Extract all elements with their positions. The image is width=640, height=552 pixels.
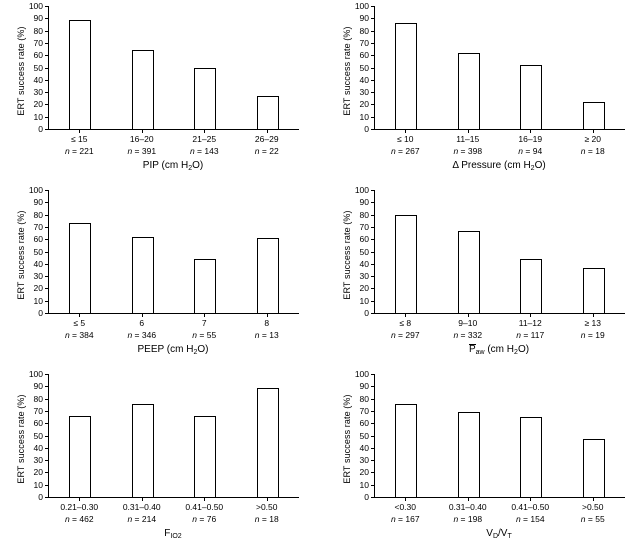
x-tick-label-group [374, 133, 437, 157]
x-tick-label-group [374, 501, 437, 525]
x-category-label: 11–15 [456, 134, 480, 144]
y-tick-label: 70 [359, 221, 369, 232]
y-tick-label: 90 [33, 197, 43, 208]
y-tick-label: 70 [359, 405, 369, 416]
y-tick-label: 30 [359, 455, 369, 466]
bar [458, 53, 480, 129]
y-tick-label: 50 [33, 62, 43, 73]
bar-slot [500, 190, 563, 313]
bar-slot [112, 190, 175, 313]
bar [194, 259, 216, 313]
x-category-label: 11–12 [518, 318, 542, 328]
y-tick-label: 100 [354, 185, 369, 195]
x-category-label: <0.30 [394, 502, 416, 512]
x-tick-label-group [562, 501, 625, 525]
x-tick-labels [48, 317, 298, 341]
bar-slot [174, 6, 237, 129]
x-sample-size-label: n = 198 [453, 514, 483, 524]
x-sample-size-label: n = 18 [580, 146, 605, 156]
bar-slot [438, 374, 501, 497]
y-tick-label: 60 [33, 234, 43, 245]
bar-series [375, 374, 625, 497]
x-category-label: >0.50 [581, 502, 604, 512]
bar-slot [49, 190, 112, 313]
bar [194, 416, 216, 497]
x-category-label: 16–20 [129, 134, 154, 144]
bar [520, 65, 542, 129]
bar-slot [500, 6, 563, 129]
bar-slot [112, 6, 175, 129]
y-tick-label: 100 [28, 1, 43, 11]
x-tick-label-group [562, 317, 625, 341]
x-tick-label-group [48, 133, 111, 157]
x-category-label: 6 [139, 318, 145, 328]
x-sample-size-label: n = 267 [390, 146, 420, 156]
y-tick-label: 80 [33, 393, 43, 404]
x-tick-label-group [173, 317, 236, 341]
x-category-label: ≥ 13 [584, 318, 601, 328]
x-category-label: 16–19 [518, 134, 543, 144]
bar [69, 416, 91, 497]
bar [395, 215, 417, 313]
y-tick-label: 100 [354, 1, 369, 11]
x-tick-label-group [499, 501, 562, 525]
x-category-label: 21–25 [192, 134, 217, 144]
x-category-label: 26–29 [254, 134, 279, 144]
bar-slot [237, 374, 300, 497]
bar-slot [237, 190, 300, 313]
y-tick-label: 10 [33, 111, 43, 122]
bar-series [375, 6, 625, 129]
bar-series [49, 190, 299, 313]
y-tick-label: 0 [38, 124, 43, 134]
x-tick-label-group [374, 317, 437, 341]
y-tick-label: 40 [33, 442, 43, 453]
bar [583, 102, 605, 129]
bar-series [49, 6, 299, 129]
y-tick-label: 50 [359, 430, 369, 441]
x-sample-size-label: n = 297 [390, 330, 420, 340]
bar-slot [500, 374, 563, 497]
x-category-label: 8 [264, 318, 270, 328]
plot-area [28, 185, 299, 318]
bar [132, 404, 154, 497]
y-tick-label: 20 [359, 99, 369, 110]
y-tick-label: 50 [359, 246, 369, 257]
y-tick-label: 100 [28, 369, 43, 379]
y-axis-label [342, 60, 356, 300]
bar-slot [563, 190, 626, 313]
y-tick-label: 30 [33, 455, 43, 466]
y-tick-label: 20 [33, 467, 43, 478]
x-sample-size-label: n = 221 [64, 146, 94, 156]
bar [520, 259, 542, 313]
bar [69, 20, 91, 129]
x-tick-label-group [111, 317, 174, 341]
x-tick-label-group [236, 133, 299, 157]
x-tick-label-group [48, 501, 111, 525]
bar-slot [438, 6, 501, 129]
x-sample-size-label: n = 143 [189, 146, 219, 156]
y-tick-label: 60 [33, 50, 43, 61]
x-axis-title: $V_D/V_T$ [486, 528, 512, 540]
y-axis-label-text: ERT success rate (%) [342, 26, 352, 116]
bar-slot [112, 374, 175, 497]
bar [257, 96, 279, 129]
x-sample-size-label: n = 76 [192, 514, 217, 524]
x-sample-size-label: n = 55 [192, 330, 217, 340]
plot-area [28, 1, 299, 134]
x-sample-size-label: n = 462 [64, 514, 94, 524]
y-tick-label: 90 [33, 381, 43, 392]
x-sample-size-label: n = 18 [254, 514, 279, 524]
x-category-label: ≤ 5 [73, 318, 86, 328]
x-tick-label-group [111, 501, 174, 525]
x-category-label: ≤ 8 [399, 318, 412, 328]
x-tick-label-group [173, 501, 236, 525]
x-category-label: >0.50 [255, 502, 278, 512]
y-tick-label: 90 [359, 381, 369, 392]
x-sample-size-label: n = 346 [127, 330, 157, 340]
y-tick-label: 90 [359, 13, 369, 24]
y-axis-label-text: ERT success rate (%) [342, 210, 352, 300]
y-axis-label [16, 60, 30, 300]
y-tick-label: 100 [354, 369, 369, 379]
x-category-label: ≤ 10 [397, 134, 414, 144]
plot-area [354, 369, 625, 502]
y-tick-label: 60 [359, 50, 369, 61]
x-tick-label-group [437, 133, 500, 157]
x-tick-label-group [499, 133, 562, 157]
y-tick-label: 10 [359, 479, 369, 490]
y-tick-label: 50 [33, 430, 43, 441]
x-tick-label-group [562, 133, 625, 157]
x-sample-size-label: n = 13 [254, 330, 279, 340]
bar-slot [375, 6, 438, 129]
x-category-label: ≤ 15 [71, 134, 88, 144]
y-tick-label: 10 [359, 111, 369, 122]
y-axis-label-text: ERT success rate (%) [16, 394, 26, 484]
bar-slot [237, 6, 300, 129]
x-axis-title: PIP (cm $H_2O$) [142, 160, 204, 172]
y-tick-label: 0 [38, 308, 43, 318]
x-sample-size-label: n = 214 [127, 514, 157, 524]
plot-area [354, 1, 625, 134]
x-category-label: 9–10 [458, 318, 478, 328]
x-sample-size-label: n = 332 [453, 330, 483, 340]
y-tick-label: 40 [359, 442, 369, 453]
x-tick-labels [374, 317, 624, 341]
x-axis-title: $F_{IO2}$ [164, 528, 182, 540]
y-tick-label: 90 [33, 13, 43, 24]
x-sample-size-label: n = 154 [515, 514, 545, 524]
x-sample-size-label: n = 117 [516, 330, 545, 340]
y-tick-label: 80 [33, 209, 43, 220]
y-tick-label: 40 [359, 74, 369, 85]
bar-slot [563, 6, 626, 129]
y-tick-label: 0 [364, 124, 369, 134]
bar-slot [375, 374, 438, 497]
chart-panel-peep [4, 186, 310, 358]
x-sample-size-label: n = 167 [390, 514, 420, 524]
x-sample-size-label: n = 94 [518, 146, 543, 156]
x-category-label: 0.31–0.40 [448, 502, 487, 512]
x-axis-title: Δ Pressure (cm $H_2O$) [452, 160, 546, 172]
x-sample-size-label: n = 55 [580, 514, 605, 524]
y-tick-label: 50 [33, 246, 43, 257]
bar-slot [375, 190, 438, 313]
y-tick-label: 80 [359, 393, 369, 404]
x-sample-size-label: n = 398 [453, 146, 483, 156]
y-tick-label: 20 [33, 99, 43, 110]
x-sample-size-label: n = 384 [64, 330, 94, 340]
x-tick-label-group [173, 133, 236, 157]
x-tick-label-group [236, 501, 299, 525]
bar-series [375, 190, 625, 313]
y-tick-label: 20 [359, 467, 369, 478]
x-tick-label-group [111, 133, 174, 157]
chart-panel-pip [4, 2, 310, 174]
bar [520, 417, 542, 497]
y-tick-label: 70 [33, 405, 43, 416]
y-tick-label: 20 [359, 283, 369, 294]
x-tick-labels [374, 133, 624, 157]
y-tick-label: 80 [33, 25, 43, 36]
x-axis-title: $P_{aw}$ (cm $H_2O$) [468, 344, 530, 356]
x-axis-title: PEEP (cm $H_2O$) [137, 344, 209, 356]
y-tick-label: 30 [33, 87, 43, 98]
y-tick-label: 80 [359, 209, 369, 220]
x-category-label: 0.31–0.40 [122, 502, 161, 512]
y-tick-label: 30 [359, 87, 369, 98]
bar [194, 68, 216, 130]
x-sample-size-label: n = 391 [127, 146, 157, 156]
x-sample-size-label: n = 19 [580, 330, 605, 340]
x-tick-labels [48, 133, 298, 157]
y-axis-label-text: ERT success rate (%) [16, 210, 26, 300]
bar [132, 50, 154, 129]
y-tick-label: 0 [364, 308, 369, 318]
bar [458, 412, 480, 497]
x-tick-labels [374, 501, 624, 525]
y-tick-label: 10 [33, 295, 43, 306]
x-category-label: 0.21–0.30 [60, 502, 99, 512]
chart-panel-vd-vt [330, 370, 636, 542]
y-axis-label [342, 244, 356, 484]
bar-slot [174, 190, 237, 313]
y-axis-label-text: ERT success rate (%) [16, 26, 26, 116]
plot-area [354, 185, 625, 318]
x-tick-labels [48, 501, 298, 525]
x-tick-label-group [437, 501, 500, 525]
x-sample-size-label: n = 22 [254, 146, 279, 156]
bar [583, 439, 605, 497]
y-tick-label: 60 [33, 418, 43, 429]
bar [458, 231, 480, 313]
y-axis-label-text: ERT success rate (%) [342, 394, 352, 484]
bar [257, 238, 279, 313]
y-tick-label: 100 [28, 185, 43, 195]
y-tick-label: 10 [33, 479, 43, 490]
bar-slot [563, 374, 626, 497]
y-tick-label: 30 [359, 271, 369, 282]
chart-panel-fio2 [4, 370, 310, 542]
y-tick-label: 20 [33, 283, 43, 294]
y-tick-label: 70 [33, 37, 43, 48]
y-tick-label: 80 [359, 25, 369, 36]
y-tick-label: 40 [33, 74, 43, 85]
bar [69, 223, 91, 313]
x-category-label: 0.41–0.50 [185, 502, 224, 512]
y-tick-label: 10 [359, 295, 369, 306]
chart-panel-paw [330, 186, 636, 358]
chart-panel-delta-pressure [330, 2, 636, 174]
bar-slot [49, 6, 112, 129]
y-tick-label: 30 [33, 271, 43, 282]
x-tick-label-group [437, 317, 500, 341]
y-tick-label: 90 [359, 197, 369, 208]
y-tick-label: 50 [359, 62, 369, 73]
bar-slot [174, 374, 237, 497]
x-category-label: 7 [201, 318, 207, 328]
y-tick-label: 0 [38, 492, 43, 502]
x-tick-label-group [48, 317, 111, 341]
bar-slot [438, 190, 501, 313]
bar [257, 388, 279, 497]
y-axis-label [16, 244, 30, 484]
y-tick-label: 0 [364, 492, 369, 502]
x-category-label: ≥ 20 [584, 134, 601, 144]
y-tick-label: 60 [359, 234, 369, 245]
y-tick-label: 40 [359, 258, 369, 269]
y-tick-label: 40 [33, 258, 43, 269]
x-tick-label-group [499, 317, 562, 341]
y-tick-label: 60 [359, 418, 369, 429]
x-tick-label-group [236, 317, 299, 341]
bar [583, 268, 605, 314]
bar [132, 237, 154, 313]
x-category-label: 0.41–0.50 [511, 502, 550, 512]
bar-series [49, 374, 299, 497]
y-tick-label: 70 [33, 221, 43, 232]
bar [395, 23, 417, 129]
plot-area [28, 369, 299, 502]
bar [395, 404, 417, 497]
bar-slot [49, 374, 112, 497]
y-tick-label: 70 [359, 37, 369, 48]
